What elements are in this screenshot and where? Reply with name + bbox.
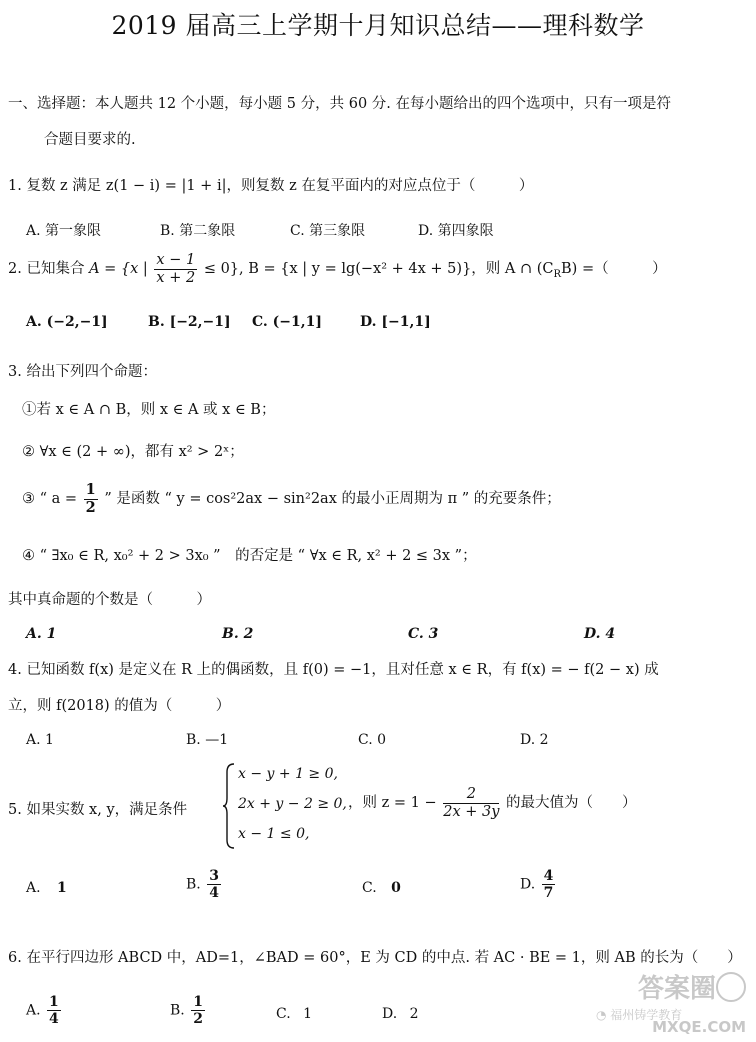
- q3-p3-part-b: ” 是函数 “ y = cos²2ax − sin²2ax 的最小正周期为 π ” 的充要条件；: [104, 491, 561, 508]
- q2-option-d: D. [−1,1]: [360, 314, 431, 330]
- section-intro-line1: 一、选择题：本人题共 12 个小题，每小题 5 分，共 60 分. 在每小题给出的四个选项中，只有一项是符: [8, 96, 671, 112]
- q5-option-b: [186, 868, 223, 901]
- q6-option-a-denominator: 4: [49, 1011, 59, 1028]
- q4-option-a: A. 1: [26, 732, 54, 748]
- q2-fraction: [154, 252, 197, 286]
- q2-tail: B) =（ ）: [561, 261, 667, 278]
- q2-stem: [8, 252, 667, 286]
- q2-subscript: R: [553, 269, 562, 281]
- q3-option-a: A. 1: [26, 626, 57, 642]
- q2-fraction-numerator: x − 1: [156, 252, 196, 268]
- watermark-seal-icon: [716, 972, 746, 1002]
- q5-expression: [348, 786, 637, 820]
- q1-stem: 1. 复数 z 满足 z(1 − i) = |1 + i|，则复数 z 在复平面内的对应点位于（ ）: [8, 178, 534, 194]
- q6-option-c: [276, 1006, 312, 1022]
- q5-option-d: [520, 868, 557, 901]
- q5-mid: ，则 z = 1 −: [348, 795, 437, 812]
- q1-option-b: B. 第二象限: [160, 223, 236, 239]
- q5-option-d-fraction: [542, 868, 556, 901]
- q5-option-a-label: A.: [26, 880, 41, 896]
- q3-p3-part-a: ③ “ a =: [22, 491, 78, 508]
- q6-option-b: [170, 994, 207, 1027]
- q3-p3-numerator: 1: [85, 481, 96, 498]
- q6-option-c-label: C.: [276, 1006, 291, 1022]
- q3-proposition-2: ② ∀x ∈ (2 + ∞)，都有 x² > 2ˣ；: [22, 444, 244, 460]
- q5-option-c: [362, 880, 401, 896]
- q5-conditions: [222, 762, 352, 852]
- q5-prefix: 5. 如果实数 x, y，满足条件: [8, 802, 188, 818]
- q6-option-b-fraction: [191, 994, 205, 1027]
- q5-tail: 的最大值为（ ）: [506, 795, 637, 812]
- q5-condition-1: x − y + 1 ≥ 0,: [238, 766, 338, 782]
- q5-option-a: [26, 880, 67, 896]
- q3-stem: 3. 给出下列四个命题：: [8, 364, 157, 380]
- q5-option-d-label: D.: [520, 876, 536, 893]
- q6-option-a: [26, 994, 63, 1027]
- q1-option-a: A. 第一象限: [26, 223, 102, 239]
- q2-option-b: B. [−2,−1]: [148, 314, 231, 330]
- q5-fraction: [443, 786, 499, 820]
- left-brace-icon: [222, 762, 236, 850]
- q6-option-b-denominator: 2: [193, 1011, 203, 1028]
- wechat-icon: ◔: [596, 1008, 611, 1022]
- q3-proposition-1: ①若 x ∈ A ∩ B，则 x ∈ A 或 x ∈ B；: [22, 402, 276, 418]
- q1-option-c: C. 第三象限: [290, 223, 366, 239]
- q5-option-b-label: B.: [186, 876, 201, 893]
- q5-fraction-denominator: 2x + 3y: [443, 803, 500, 820]
- q1-option-d: D. 第四象限: [418, 223, 494, 239]
- q2-option-a: A. (−2,−1]: [26, 314, 108, 330]
- q5-option-c-value: 0: [391, 880, 401, 896]
- watermark-account-text: 福州铸学教育: [610, 1008, 683, 1022]
- q3-p3-fraction: [84, 482, 98, 516]
- q4-option-c: C. 0: [358, 732, 387, 748]
- q3-proposition-4: ④ “ ∃x₀ ∈ R, x₀² + 2 > 3x₀ ” 的否定是 “ ∀x ∈ R, x² + 2 ≤ 3x ”；: [22, 548, 477, 564]
- q3-proposition-3: [22, 482, 561, 516]
- q4-option-d: D. 2: [520, 732, 549, 748]
- watermark-url: MXQE.COM: [652, 1018, 746, 1036]
- q6-option-b-label: B.: [170, 1002, 185, 1019]
- watermark-logo-text: 答案圈: [637, 974, 716, 1004]
- q6-option-a-fraction: [47, 994, 61, 1027]
- q5-option-c-label: C.: [362, 880, 377, 896]
- q6-option-d: [382, 1006, 419, 1022]
- q3-p3-denominator: 2: [85, 498, 96, 516]
- q2-set-a-left: A = {x |: [89, 261, 148, 278]
- q5-option-d-numerator: 4: [543, 868, 554, 884]
- q2-prefix: 2. 已知集合: [8, 261, 85, 278]
- q5-option-b-fraction: [207, 868, 221, 901]
- q6-option-d-value: 2: [409, 1006, 419, 1022]
- q6-option-a-label: A.: [26, 1002, 41, 1019]
- q5-option-a-value: 1: [57, 880, 67, 896]
- q6-option-b-numerator: 1: [193, 994, 203, 1010]
- q4-stem-line1: 4. 已知函数 f(x) 是定义在 R 上的偶函数，且 f(0) = −1，且对任意 x ∈ R，有 f(x) = − f(2 − x) 成: [8, 662, 659, 678]
- q5-condition-2: 2x + y − 2 ≥ 0,: [238, 796, 347, 812]
- q5-condition-3: x − 1 ≤ 0,: [238, 826, 310, 842]
- q6-option-a-numerator: 1: [49, 994, 59, 1010]
- q6-option-c-value: 1: [303, 1006, 313, 1022]
- q4-stem-line2: 立，则 f(2018) 的值为（ ）: [8, 698, 231, 714]
- watermark: [590, 968, 750, 1038]
- q2-fraction-denominator: x + 2: [156, 269, 196, 286]
- q2-option-c: C. (−1,1]: [252, 314, 322, 330]
- q6-stem: 6. 在平行四边形 ABCD 中，AD=1，∠BAD = 60°，E 为 CD 的中点. 若 AC · BE = 1，则 AB 的长为（ ）: [8, 950, 742, 966]
- q2-set-a-right: ≤ 0}, B = {x | y = lg(−x² + 4x + 5)}，则 A ∩ (C: [203, 261, 554, 278]
- q5-option-b-denominator: 4: [209, 885, 219, 902]
- q6-option-d-label: D.: [382, 1006, 398, 1022]
- q3-option-d: D. 4: [584, 626, 616, 642]
- page-title: 2019 届高三上学期十月知识总结——理科数学: [111, 11, 645, 40]
- q5-option-b-numerator: 3: [209, 868, 219, 884]
- section-intro-line2: 合题目要求的.: [44, 132, 136, 148]
- q5-fraction-numerator: 2: [443, 786, 499, 804]
- q5-option-d-denominator: 7: [543, 885, 554, 902]
- q4-option-b: B. —1: [186, 732, 229, 748]
- q3-option-c: C. 3: [408, 626, 439, 642]
- q3-option-b: B. 2: [222, 626, 254, 642]
- q3-count-question: 其中真命题的个数是（ ）: [8, 592, 211, 608]
